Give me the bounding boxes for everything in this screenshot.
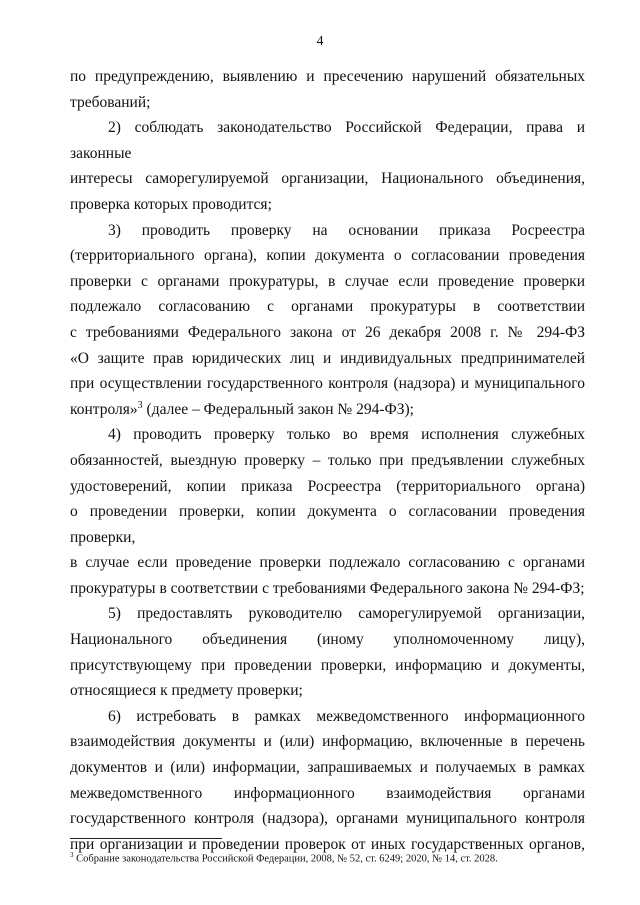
- text-line: удостоверений, копии приказа Росреестра (территориального органа): [70, 477, 585, 495]
- footnote-marker: 3: [70, 851, 74, 859]
- text-line: документов и (или) информации, запрашиваемых и получаемых в рамках: [70, 759, 585, 777]
- text-line: взаимодействия документы и (или) информацию, включенные в перечень: [70, 733, 585, 751]
- paragraph-item-3: [70, 218, 585, 423]
- footnote-divider: [70, 838, 222, 839]
- text-line: при осуществлении государственного контроля (надзора) и муниципального: [70, 375, 585, 393]
- footnote-text: Собрание законодательства Российской Федерации, 2008, № 52, ст. 6249; 2020, № 14, ст. 2028.: [73, 853, 498, 865]
- paragraph-item-5: [70, 601, 585, 703]
- text-line: подлежало согласованию с органами прокуратуры в соответствии: [70, 298, 585, 316]
- text-line: 2) соблюдать законодательство Российской Федерации, права и законные: [70, 119, 585, 162]
- text-line: о проведении проверки, копии документа о согласовании проведения проверки,: [70, 503, 585, 546]
- paragraph-item-2: [70, 115, 585, 217]
- text-fragment: контроля»: [70, 400, 138, 418]
- text-line: проверки с органами прокуратуры, в случае если проведение проверки: [70, 272, 585, 290]
- text-line: межведомственного информационного взаимодействия органами: [70, 784, 585, 802]
- text-line: 3) проводить проверку на основании приказа Росреестра: [108, 221, 585, 239]
- document-body: [70, 64, 585, 857]
- paragraph-continuation: [70, 64, 585, 115]
- text-line: прокуратуры в соответствии с требованиями Федерального закона № 294-ФЗ;: [70, 579, 585, 597]
- text-line: в случае если проведение проверки подлежало согласованию с органами: [70, 554, 585, 572]
- text-line: государственного контроля (надзора), органами муниципального контроля: [70, 810, 585, 828]
- text-line: обязанностей, выездную проверку – только при предъявлении служебных: [70, 451, 585, 469]
- text-line: с требованиями Федерального закона от 26 декабря 2008 г. № 294-ФЗ: [70, 323, 585, 341]
- text-line: Национального объединения (иному уполномоченному лицу),: [70, 631, 585, 649]
- text-line: проверка которых проводится;: [70, 195, 272, 213]
- footnote-reference: 3: [137, 399, 143, 411]
- text-line: [70, 397, 585, 423]
- text-line: 5) предоставлять руководителю саморегулируемой организации,: [108, 605, 585, 623]
- text-line: присутствующему при проведении проверки, информацию и документы,: [70, 656, 585, 674]
- text-line: относящиеся к предмету проверки;: [70, 682, 303, 700]
- text-line: 6) истребовать в рамках межведомственного информационного: [108, 707, 585, 725]
- page-number: 4: [316, 34, 324, 49]
- text-line: «О защите прав юридических лиц и индивидуальных предпринимателей: [70, 349, 585, 367]
- text-line: 4) проводить проверку только во время исполнения служебных: [108, 426, 585, 444]
- text-line: требований;: [70, 93, 151, 111]
- text-line: интересы саморегулируемой организации, Национального объединения,: [70, 170, 585, 188]
- text-line: (территориального органа), копии документа о согласовании проведения: [70, 247, 585, 265]
- paragraph-item-6: [70, 704, 585, 858]
- paragraph-item-4: [70, 422, 585, 601]
- text-fragment: (далее – Федеральный закон № 294-ФЗ);: [142, 400, 414, 418]
- text-line: при организации и проведении проверок от иных государственных органов,: [70, 835, 585, 853]
- footnote: [70, 848, 590, 867]
- text-line: по предупреждению, выявлению и пресечению нарушений обязательных: [70, 68, 585, 85]
